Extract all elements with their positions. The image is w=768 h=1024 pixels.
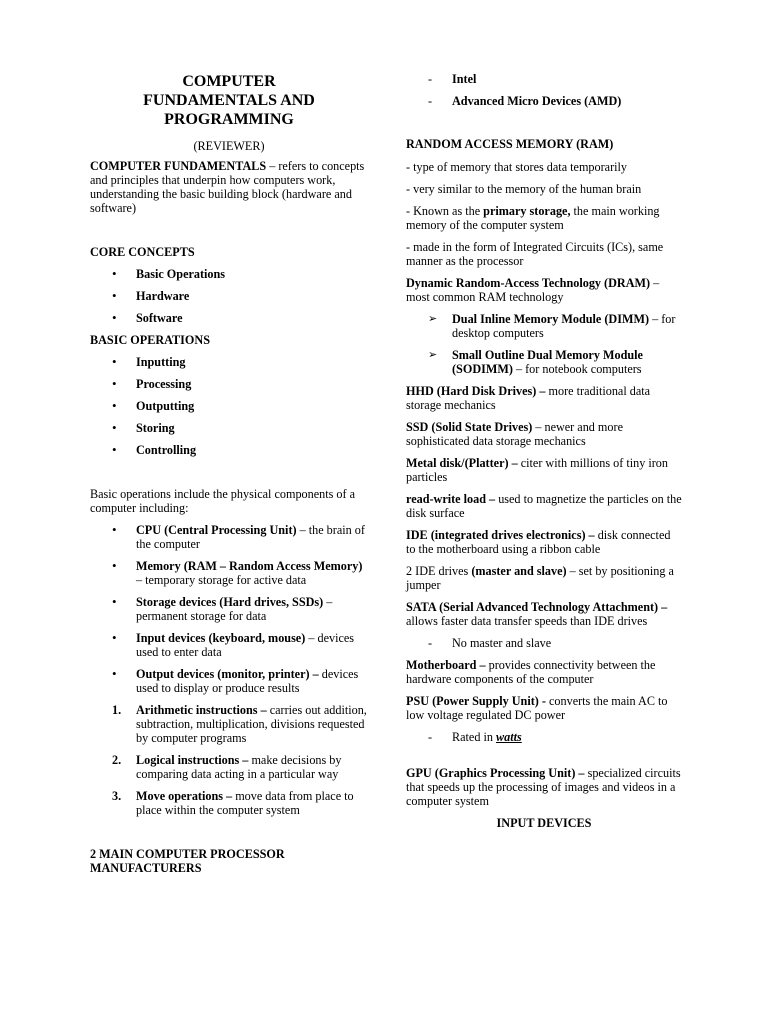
dram-types-list xyxy=(406,312,682,376)
list-item: • Controlling xyxy=(90,443,368,457)
sata-note-list xyxy=(406,636,682,650)
ide-drives-paragraph: 2 IDE drives (master and slave) – set by positioning a jumper xyxy=(406,564,674,592)
instructions-list xyxy=(90,703,368,817)
list-item: ➢ Dual Inline Memory Module (DIMM) – for desktop computers xyxy=(406,312,682,340)
manufacturers-list xyxy=(406,72,682,108)
right-column xyxy=(406,72,682,830)
intro-paragraph: COMPUTER FUNDAMENTALS – refers to concepts and principles that underpin how computers work, understanding the basic building block (hardware and software) xyxy=(90,159,365,215)
list-item: • Memory (RAM – Random Access Memory) – temporary storage for active data xyxy=(90,559,368,587)
basic-operations-heading: BASIC OPERATIONS xyxy=(90,333,210,347)
sata-paragraph: SATA (Serial Advanced Technology Attachment) – allows faster data transfer speeds than IDE drives xyxy=(406,600,668,628)
ram-heading: RANDOM ACCESS MEMORY (RAM) xyxy=(406,137,614,151)
document-title: COMPUTER FUNDAMENTALS AND PROGRAMMING xyxy=(143,73,315,128)
list-item: • Outputting xyxy=(90,399,368,413)
list-item: • Processing xyxy=(90,377,368,391)
components-list xyxy=(90,523,368,695)
gpu-paragraph: GPU (Graphics Processing Unit) – specialized circuits that speeds up the processing of images and videos in a computer system xyxy=(406,766,681,808)
core-concepts-list xyxy=(90,267,368,325)
ram-paragraph: - type of memory that stores data temporarily xyxy=(406,160,627,174)
list-item: • Output devices (monitor, printer) – devices used to display or produce results xyxy=(90,667,368,695)
list-item: • Hardware xyxy=(90,289,368,303)
ssd-paragraph: SSD (Solid State Drives) – newer and more sophisticated data storage mechanics xyxy=(406,420,623,448)
list-item: - Rated in watts xyxy=(406,730,682,744)
psu-note-list xyxy=(406,730,682,744)
list-item: - No master and slave xyxy=(406,636,682,650)
psu-paragraph: PSU (Power Supply Unit) - converts the main AC to low voltage regulated DC power xyxy=(406,694,668,722)
list-item: 1. Arithmetic instructions – carries out addition, subtraction, multiplication, divisions requested by computer programs xyxy=(112,703,367,745)
list-item: • Software xyxy=(90,311,368,325)
basic-operations-list xyxy=(90,355,368,457)
list-item: • Basic Operations xyxy=(90,267,368,281)
hhd-paragraph: HHD (Hard Disk Drives) – more traditional data storage mechanics xyxy=(406,384,651,412)
list-item: • Inputting xyxy=(90,355,368,369)
read-write-paragraph: read-write load – used to magnetize the particles on the disk surface xyxy=(406,492,682,520)
list-item: • CPU (Central Processing Unit) – the brain of the computer xyxy=(90,523,368,551)
input-devices-heading: INPUT DEVICES xyxy=(496,816,592,830)
dram-paragraph: Dynamic Random-Access Technology (DRAM) – most common RAM technology xyxy=(406,276,660,304)
list-item: ➢ Small Outline Dual Memory Module (SODIMM) – for notebook computers xyxy=(406,348,682,376)
manufacturers-heading: 2 MAIN COMPUTER PROCESSOR MANUFACTURERS xyxy=(90,847,285,875)
list-item: • Storing xyxy=(90,421,368,435)
motherboard-paragraph: Motherboard – provides connectivity between the hardware components of the computer xyxy=(406,658,656,686)
list-item: - Advanced Micro Devices (AMD) xyxy=(406,94,682,108)
ram-paragraph: - very similar to the memory of the human brain xyxy=(406,182,642,196)
left-column xyxy=(90,72,368,875)
list-item: 3. Move operations – move data from place to place within the computer system xyxy=(112,789,354,817)
components-intro: Basic operations include the physical components of a computer including: xyxy=(90,487,356,515)
list-item: 2. Logical instructions – make decisions by comparing data acting in a particular way xyxy=(112,753,342,781)
list-item: • Storage devices (Hard drives, SSDs) – permanent storage for data xyxy=(90,595,368,623)
metal-disk-paragraph: Metal disk/(Platter) – citer with millions of tiny iron particles xyxy=(406,456,668,484)
list-item: - Intel xyxy=(406,72,682,86)
core-concepts-heading: CORE CONCEPTS xyxy=(90,245,195,259)
ram-paragraph: - Known as the primary storage, the main working memory of the computer system xyxy=(406,204,660,232)
ram-paragraph: - made in the form of Integrated Circuits (ICs), same manner as the processor xyxy=(406,240,664,268)
ide-paragraph: IDE (integrated drives electronics) – disk connected to the motherboard using a ribbon cable xyxy=(406,528,671,556)
subtitle: (REVIEWER) xyxy=(193,139,265,153)
list-item: • Input devices (keyboard, mouse) – devices used to enter data xyxy=(90,631,368,659)
